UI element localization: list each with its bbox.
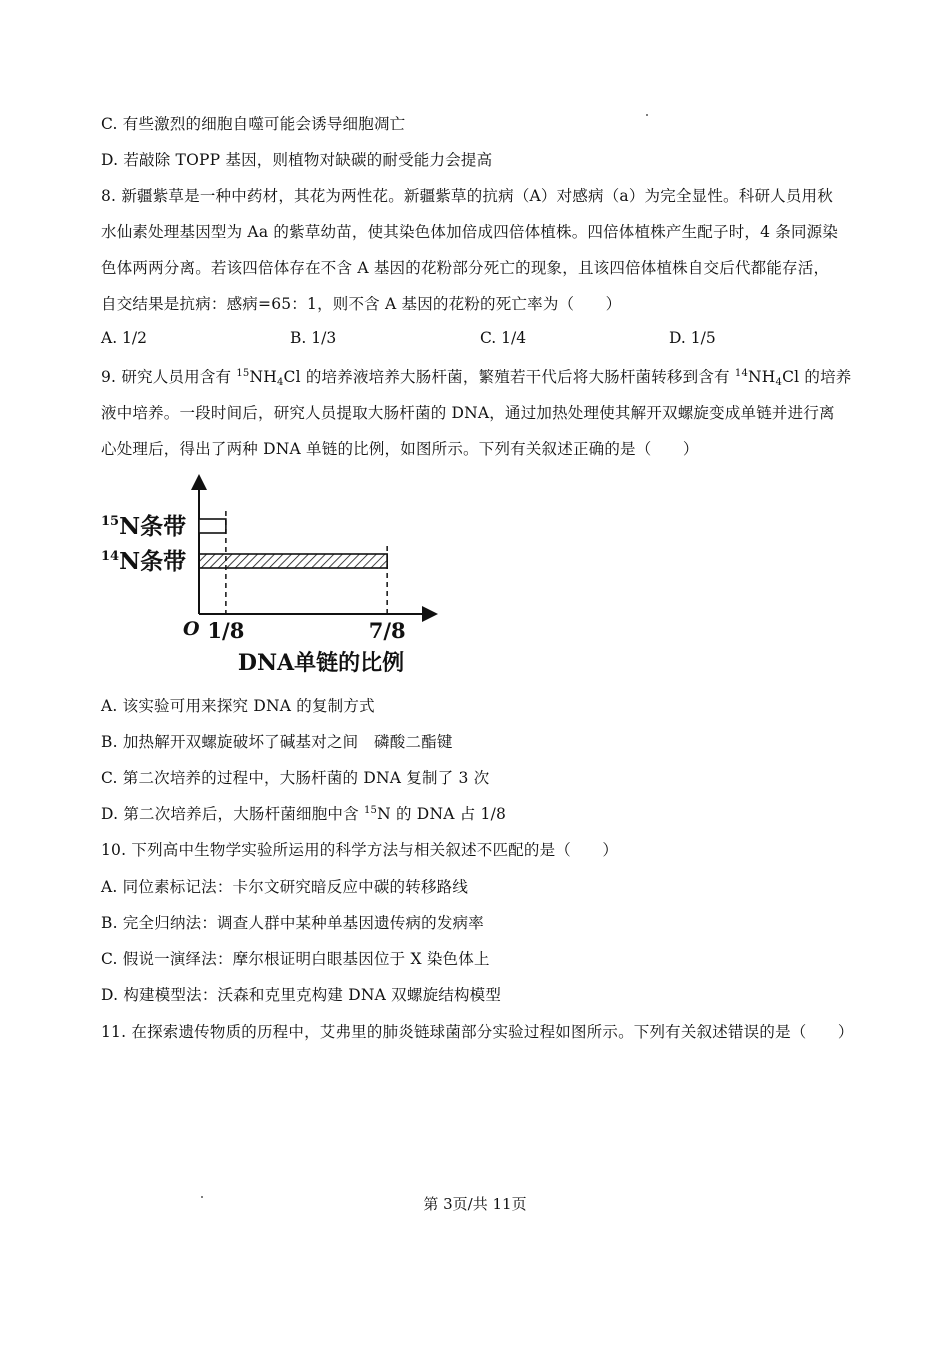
q10-option-d: D. 构建模型法：沃森和克里克构建 DNA 双螺旋结构模型 (101, 986, 502, 1004)
x-axis-title: DNA单链的比例 (237, 650, 405, 676)
q8-option-a: A. 1/2 (101, 329, 147, 347)
q9-line-1: 9. 研究人员用含有 $^{15}NH_4Cl$ 的培养液培养大肠杆菌，繁殖若干代后将大肠杆菌转移到含有 $^{14}NH_4Cl$ 的培养 (101, 368, 852, 388)
q8-line-2: 水仙素处理基因型为 Aa 的紫草幼苗，使其染色体加倍成四倍体植株。四倍体植株产生配子时，4 条同源染 (101, 223, 839, 241)
q10-option-a: A. 同位素标记法：卡尔文研究暗反应中碳的转移路线 (101, 878, 469, 896)
q9-option-b: B. 加热解开双螺旋破坏了碱基对之间 磷酸二酯键 (101, 733, 453, 751)
q8-option-b: B. 1/3 (290, 329, 337, 347)
bar-14n-band (199, 554, 387, 568)
y-category-label: $^{14}$N条带 (101, 548, 187, 575)
page-footer: 第 3页/共 11页 (423, 1195, 527, 1213)
q9-line-3: 心处理后，得出了两种 DNA 单链的比例，如图所示。下列有关叙述正确的是（ ） (101, 440, 699, 458)
q10-option-b: B. 完全归纳法：调查人群中某种单基因遗传病的发病率 (101, 914, 484, 932)
q11-stem: 11. 在探索遗传物质的历程中，艾弗里的肺炎链球菌部分实验过程如图所示。下列有关叙述错误的是（ ） (101, 1023, 854, 1041)
x-tick-label: 1/8 (207, 618, 245, 643)
q10-stem: 10. 下列高中生物学实验所运用的科学方法与相关叙述不匹配的是（ ） (101, 841, 619, 859)
y-category-label: $^{15}$N条带 (101, 513, 187, 540)
bar-15n-band (199, 519, 226, 533)
q8-line-1: 8. 新疆紫草是一种中药材，其花为两性花。新疆紫草的抗病（A）对感病（a）为完全显性。科研人员用秋 (101, 187, 833, 205)
q9-line-2: 液中培养。一段时间后，研究人员提取大肠杆菌的 DNA，通过加热处理使其解开双螺旋变成单链并进行离 (101, 404, 835, 422)
q8-line-4: 自交结果是抗病：感病=65：1，则不含 A 基因的花粉的死亡率为（ ） (101, 295, 622, 313)
q9-option-d: D. 第二次培养后，大肠杆菌细胞中含 $^{15}$N 的 DNA 占 1/8 (101, 805, 507, 823)
q8-line-3: 色体两两分离。若该四倍体存在不含 A 基因的花粉部分死亡的现象，且该四倍体植株自交后代都能存活， (101, 259, 830, 277)
q7-option-d: D. 若敲除 TOPP 基因，则植物对缺碳的耐受能力会提高 (101, 151, 493, 169)
q10-option-c: C. 假说一演绎法：摩尔根证明白眼基因位于 X 染色体上 (101, 950, 490, 968)
scan-dot (646, 114, 648, 116)
q7-option-c: C. 有些激烈的细胞自噬可能会诱导细胞凋亡 (101, 115, 406, 133)
q8-option-c: C. 1/4 (480, 329, 527, 347)
origin-label: O (183, 618, 200, 640)
q8-option-d: D. 1/5 (669, 329, 716, 347)
x-tick-label: 7/8 (368, 618, 406, 643)
q9-option-c: C. 第二次培养的过程中，大肠杆菌的 DNA 复制了 3 次 (101, 769, 490, 787)
q9-option-a: A. 该实验可用来探究 DNA 的复制方式 (101, 697, 375, 715)
dna-strand-chart (95, 470, 445, 680)
